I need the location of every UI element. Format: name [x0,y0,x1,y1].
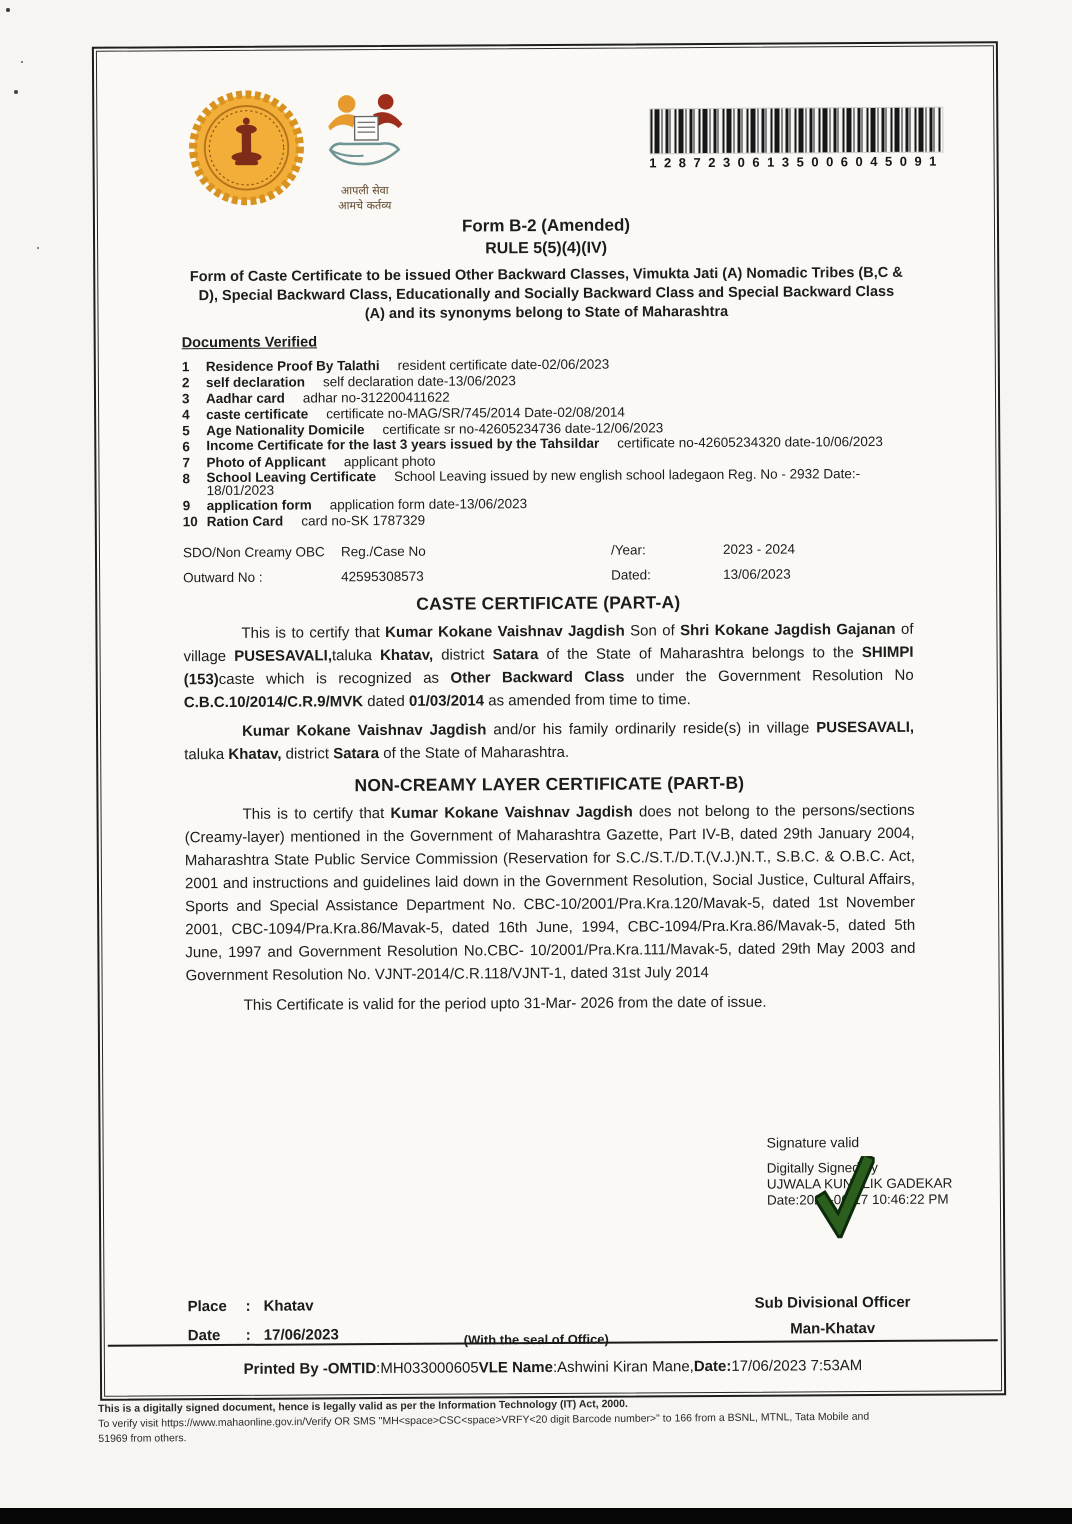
dated-label: Dated: [611,567,651,583]
place-label: Place [187,1297,227,1316]
barcode-number: 12872306135006045091 [649,153,944,171]
mahaonline-logo-icon [320,93,409,178]
scan-noise-specks [6,8,10,12]
date-label: Date [187,1327,221,1345]
document-item: 6 Income Certificate for the last 3 years issued by the Tahsildar certificate no-42605234320 date-10/06/2023 [182,433,883,455]
printed-by-strip: Printed By -OMTID :MH033000605 VLE Name :Ashwini Kiran Mane, Date: 17/06/2023 7:53AM [108,1339,998,1392]
outward-no-value: 42595308573 [341,568,424,585]
issuing-officer-block [707,1290,957,1344]
outward-no-label: Outward No : [183,569,263,586]
footer-line-1: This is a digitally signed document, hence is legally valid as per the Information Technology (IT) Act, 2000. [98,1397,628,1415]
form-title: Form B-2 (Amended) [461,215,631,236]
signer-name: UJWALA KUNDLIK GADEKAR [766,1175,953,1192]
part-b-paragraph: This is to certify that Kumar Kokane Vaishnav Jagdish does not belong to the persons/sections (Creamy-layer) mentioned in the Government of Maharashtra Gazette, Part IV-B, dated 29th January 2004, Maharashtra State Public Service Commission (Reservation for S.C./S.T./D.T.(V.J.)N.T., S.B.C. & O.B.C. Act, 2001 and instructions and guidelines laid down in the Government Resolution, Social Justice, Cultural Affairs, Sports and Special Assistance Department No. CBC-10/2001/Pra.Kra.120/Mavak-5, dated 1st November 2001, CBC-1094/Pra.Kra.86/Mavak-5, dated 16th June, 1994, CBC-1094/Pra.Kra.86/Mavak-5, dated 5th June, 1997 and Government Resolution No.CBC- 10/2001/Pra.Kra.111/Mavak-5, dated 29th May 2003 and Government Resolution No. VJNT-2014/C.R.118/VJNT-1, dated 31st July 2014 [184,801,916,985]
footer-line-3: 51969 from others. [98,1432,187,1445]
documents-verified-heading: Documents Verified [181,334,318,352]
document-item: 7 Photo of Applicant applicant photo [182,453,436,471]
verification-footer [98,1393,998,1447]
place-value: Khatav [263,1297,314,1315]
document-item: 1 Residence Proof By Talathi resident certificate date-02/06/2023 [181,356,610,375]
issue-block: Place : Khatav Date : 17/06/2023 [187,1297,339,1345]
scan-bottom-bar [0,1508,1072,1524]
barcode-block [648,108,944,171]
document-item: 3 Aadhar card adhar no-312200411622 [181,389,450,407]
part-a-heading: CASTE CERTIFICATE (PART-A) [416,592,681,614]
form-description: Form of Caste Certificate to be issued Other Backward Classes, Vimukta Jati (A) Nomadic Tribes (B,C & D), Special Backward Class, Educationally and Socially Backward Class and Special Backward Class (A) and its synonyms belong to State of Maharashtra [189,264,903,323]
year-value: 2023 - 2024 [722,541,796,557]
mahaonline-logo [318,93,411,220]
dated-value: 13/06/2023 [723,566,791,582]
signature-timestamp: Date:2023-06-17 10:46:22 PM [766,1191,949,1208]
seal-of-office-note: (With the seal of Office) [463,1331,609,1348]
date-value: 17/06/2023 [263,1326,339,1344]
reg-case-no-label: Reg./Case No [340,543,426,560]
document-item: 2 self declaration self declaration date-13/06/2023 [181,373,516,391]
logo-caption-line1: आपली सेवा [340,183,389,198]
maharashtra-state-emblem-icon [188,89,305,206]
footer-line-2: To verify visit https://www.mahaonline.gov.in/Verify OR SMS "MH<space>CSC<space>VRFY<20 digit Barcode number>" to 166 from a BSNL, MTNL, Tata Mobile and [98,1410,870,1430]
document-item: 4 caste certificate certificate no-MAG/SR/745/2014 Date-02/08/2014 [182,404,625,423]
document-item: 9 application form application form date-13/06/2023 [182,495,528,513]
digital-signature-block [767,1133,997,1208]
signature-valid-text: Signature valid [766,1134,860,1151]
sdo-label: SDO/Non Creamy OBC [182,544,325,561]
document-item: 10 Ration Card card no-SK 1787329 [182,512,426,529]
logo-caption-line2: आमचे कर्तव्य [338,198,392,213]
year-label: /Year: [610,542,646,558]
signature-valid-check-icon [815,1156,875,1238]
document-item: 5 Age Nationality Domicile certificate sr no-42605234736 date-12/06/2023 [182,420,664,439]
rule-title: RULE 5(5)(4)(IV) [485,239,608,258]
certificate-frame [92,41,1006,1401]
officer-jurisdiction: Man-Khatav [790,1320,876,1338]
digitally-signed-by-text: Digitally Signed by [766,1160,878,1176]
part-b-heading: NON-CREAMY LAYER CERTIFICATE (PART-B) [354,772,745,796]
part-a-paragraph-2: Kumar Kokane Vaishnav Jagdish and/or his family ordinarily reside(s) in village PUSESAVALI, taluka Khatav, district Satara of the State of Maharashtra. [184,718,915,764]
barcode-icon [650,108,942,154]
registry-block [183,541,913,585]
part-a-paragraph-1: This is to certify that Kumar Kokane Vaishnav Jagdish Son of Shri Kokane Jagdish Gajanan of village PUSESAVALI,taluka Khatav, district Satara of the State of Maharashtra belongs to the SHIMPI (153)caste which is recognized as Other Backward Class under the Government Resolution No C.B.C.10/2014/C.R.9/MVK dated 01/03/2014 as amended from time to time. [183,620,914,712]
document-item: 8 School Leaving Certificate School Leaving issued by new english school ladegaon Reg. No - 2932 Date:- 18/01/2023 [182,466,861,499]
certificate-header [100,49,991,214]
validity-statement: This Certificate is valid for the period upto 31-Mar- 2026 from the date of issue. [243,993,767,1014]
officer-title: Sub Divisional Officer [754,1293,911,1312]
